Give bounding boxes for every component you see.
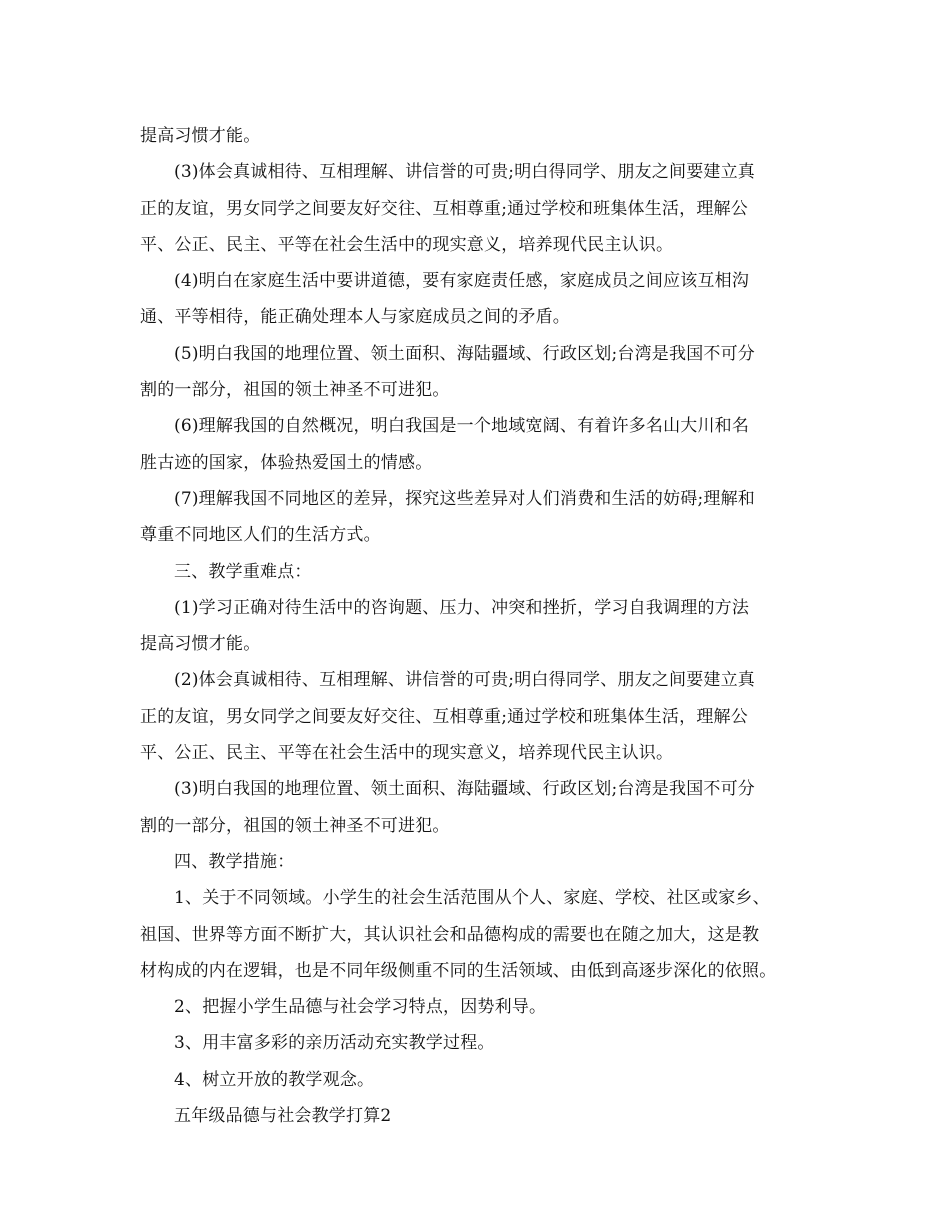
text-line: 1、关于不同领域。小学生的社会生活范围从个人、家庭、学校、社区或家乡、: [174, 888, 770, 909]
text-line: (3)明白我国的地理位置、领土面积、海陆疆域、行政区划;台湾是我国不可分: [174, 779, 756, 800]
text-line: 尊重不同地区人们的生活方式。: [140, 525, 381, 546]
text-line: (1)学习正确对待生活中的咨询题、压力、冲突和挫折，学习自我调理的方法: [174, 597, 750, 618]
text-line: 2、把握小学生品德与社会学习特点，因势利导。: [174, 997, 547, 1018]
text-line: 通、平等相待，能正确处理本人与家庭成员之间的矛盾。: [140, 307, 570, 328]
text-line: 割的一部分，祖国的领土神圣不可进犯。: [140, 380, 450, 401]
text-line: 胜古迹的国家，体验热爱国土的情感。: [140, 452, 433, 473]
text-line: 提高习惯才能。: [140, 126, 261, 146]
text-line: 材构成的内在逻辑，也是不同年级侧重不同的生活领域、由低到高逐步深化的依照。: [140, 960, 777, 981]
text-line: 四、教学措施：: [174, 851, 295, 872]
text-line: 平、公正、民主、平等在社会生活中的现实意义，培养现代民主认识。: [140, 234, 674, 255]
text-line: 祖国、世界等方面不断扩大，其认识社会和品德构成的需要也在随之加大，这是教: [140, 924, 760, 945]
text-line: 正的友谊，男女同学之间要友好交往、互相尊重;通过学校和班集体生活，理解公: [140, 706, 748, 727]
text-line: 五年级品德与社会教学打算2: [174, 1106, 392, 1127]
document-body: [140, 118, 812, 1134]
text-line: 提高习惯才能。: [140, 634, 261, 655]
text-line: (3)体会真诚相待、互相理解、讲信誉的可贵;明白得同学、朋友之间要建立真: [174, 162, 756, 183]
text-line: (7)理解我国不同地区的差异，探究这些差异对人们消费和生活的妨碍;理解和: [174, 488, 756, 509]
text-line: (6)理解我国的自然概况，明白我国是一个地域宽阔、有着许多名山大川和名: [174, 416, 750, 437]
text-line: (5)明白我国的地理位置、领土面积、海陆疆域、行政区划;台湾是我国不可分: [174, 343, 756, 364]
text-line: 三、教学重难点：: [174, 561, 312, 582]
text-line: (4)明白在家庭生活中要讲道德，要有家庭责任感，家庭成员之间应该互相沟: [174, 271, 750, 292]
text-line: 正的友谊，男女同学之间要友好交往、互相尊重;通过学校和班集体生活，理解公: [140, 198, 748, 219]
text-line: 3、用丰富多彩的亲历活动充实教学过程。: [174, 1033, 495, 1054]
text-line: 平、公正、民主、平等在社会生活中的现实意义，培养现代民主认识。: [140, 743, 674, 764]
text-line: 4、树立开放的教学观念。: [174, 1069, 375, 1090]
text-line: 割的一部分，祖国的领土神圣不可进犯。: [140, 815, 450, 836]
text-line: (2)体会真诚相待、互相理解、讲信誉的可贵;明白得同学、朋友之间要建立真: [174, 670, 756, 691]
